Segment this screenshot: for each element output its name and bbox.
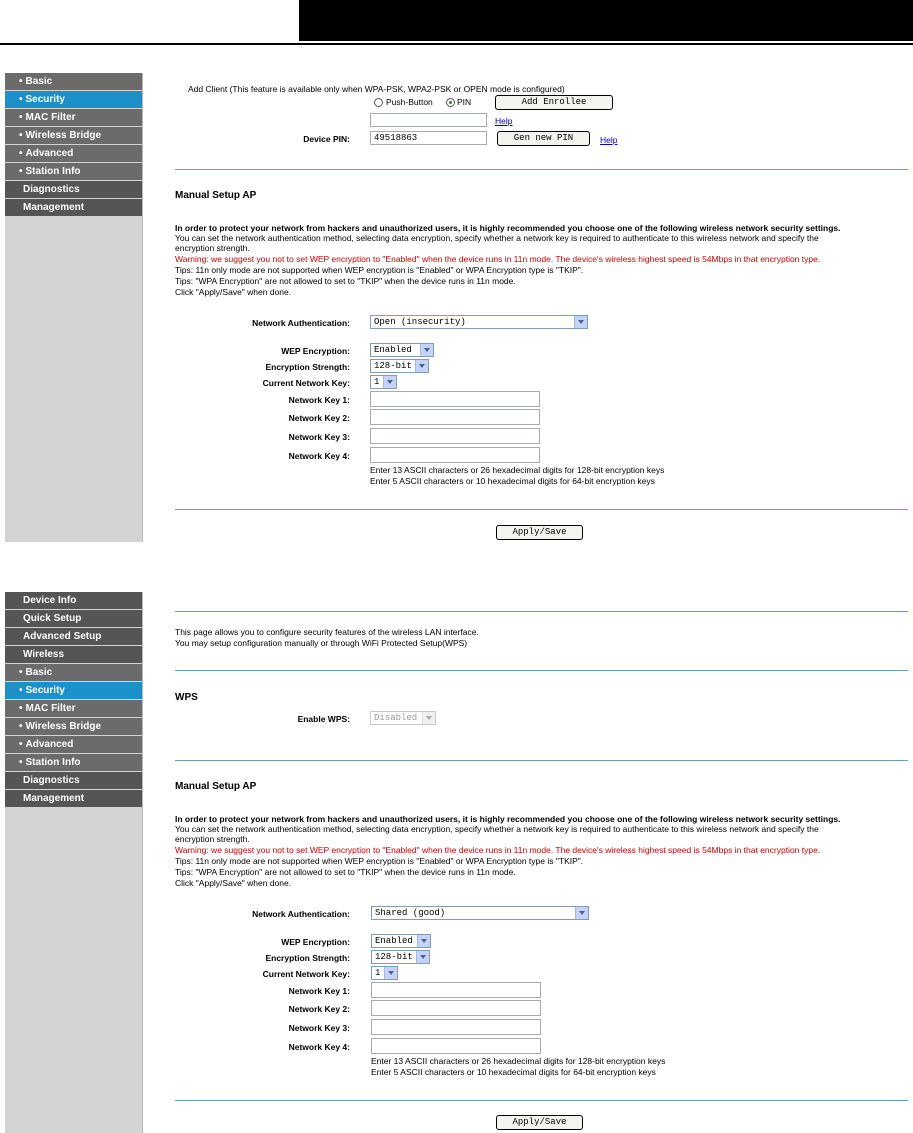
warning-text: Warning: we suggest you not to set WEP encryption to "Enabled" when the device runs in 11n mode. The device's wireless highest speed is 54Mbps in that encryption type. — [175, 845, 821, 855]
help-link-2[interactable]: Help — [600, 135, 618, 145]
current-key-select[interactable] — [370, 375, 397, 389]
page-description-1: This page allows you to configure security features of the wireless LAN interface. — [175, 627, 479, 637]
sidebar-item-basic[interactable]: • Basic — [5, 73, 142, 90]
sidebar-item-station-info[interactable]: • Station Info — [5, 163, 142, 180]
chevron-down-icon — [417, 935, 430, 947]
intro-text: In order to protect your network from hackers and unauthorized users, it is highly recommended you choose one of the following wireless network security settings. — [175, 223, 841, 233]
network-key-1-label: Network Key 1: — [288, 986, 350, 996]
network-auth-value: Shared (good) — [375, 908, 446, 918]
current-key-value: 1 — [375, 968, 381, 978]
wep-encryption-label: WEP Encryption: — [281, 346, 350, 356]
tip-text-1: Tips: 11n only mode are not supported when WEP encryption is "Enabled" or WPA Encryption type is "TKIP". — [175, 265, 584, 275]
network-key-2-input[interactable] — [370, 409, 540, 425]
sidebar-item-wireless[interactable]: Wireless — [5, 646, 142, 663]
wep-encryption-label: WEP Encryption: — [281, 937, 350, 947]
intro-text-2: You can set the network authentication method, selecting data encryption, specify whether a network key is required to authenticate to this wireless network and specify the — [175, 824, 819, 834]
intro-text-3: encryption strength. — [175, 834, 250, 844]
device-pin-field: 49518863 — [370, 131, 487, 145]
intro-text-2: You can set the network authentication method, selecting data encryption, specify whether a network key is required to authenticate to this wireless network and specify the — [175, 233, 819, 243]
sidebar-item-management[interactable]: Management — [5, 790, 142, 807]
pin-label: PIN — [457, 97, 472, 107]
network-key-2-input[interactable] — [371, 1000, 541, 1016]
encryption-strength-value: 128-bit — [374, 361, 412, 371]
encryption-strength-select[interactable] — [370, 359, 429, 373]
current-key-value: 1 — [374, 377, 380, 387]
network-key-3-input[interactable] — [370, 428, 540, 444]
push-button-label: Push-Button — [386, 97, 433, 107]
network-key-4-input[interactable] — [371, 1038, 541, 1054]
chevron-down-icon — [575, 907, 588, 919]
network-key-1-input[interactable] — [371, 982, 541, 998]
sidebar-item-station-info[interactable]: • Station Info — [5, 754, 142, 771]
sidebar-item-basic[interactable]: • Basic — [5, 664, 142, 681]
page-description-2: You may setup configuration manually or through WiFi Protected Setup(WPS) — [175, 638, 468, 648]
current-key-select[interactable] — [371, 966, 398, 980]
sidebar-item-management[interactable]: Management — [5, 199, 142, 216]
sidebar-item-advanced-setup[interactable]: Advanced Setup — [5, 628, 142, 645]
current-key-label: Current Network Key: — [262, 378, 350, 388]
sidebar-item-security[interactable]: • Security — [5, 682, 142, 699]
add-client-text: Add Client (This feature is available only when WPA-PSK, WPA2-PSK or OPEN mode is configured) — [188, 84, 565, 94]
sidebar-item-device-info[interactable]: Device Info — [5, 592, 142, 609]
intro-text-3: encryption strength. — [175, 243, 250, 253]
divider — [175, 509, 908, 510]
enrollee-pin-input[interactable] — [370, 113, 487, 127]
key-hint-64: Enter 5 ASCII characters or 10 hexadecimal digits for 64-bit encryption keys — [371, 1067, 656, 1077]
tip-text-1: Tips: 11n only mode are not supported when WEP encryption is "Enabled" or WPA Encryption type is "TKIP". — [175, 856, 584, 866]
tip-text-2: Tips: "WPA Encryption" are not allowed to set to "TKIP" when the device runs in 11n mode. — [175, 276, 516, 286]
wep-encryption-value: Enabled — [375, 936, 413, 946]
manual-setup-title: Manual Setup AP — [175, 781, 257, 792]
intro-text: In order to protect your network from hackers and unauthorized users, it is highly recommended you choose one of the following wireless network security settings. — [175, 814, 841, 824]
help-link[interactable]: Help — [495, 116, 513, 126]
divider — [175, 760, 908, 761]
enable-wps-select[interactable] — [370, 711, 436, 725]
pin-radio[interactable] — [446, 98, 455, 107]
key-hint-128: Enter 13 ASCII characters or 26 hexadecimal digits for 128-bit encryption keys — [370, 465, 665, 475]
chevron-down-icon — [415, 360, 428, 372]
encryption-strength-value: 128-bit — [375, 952, 413, 962]
device-pin-label: Device PIN: — [303, 134, 350, 144]
enable-wps-label: Enable WPS: — [297, 714, 350, 724]
network-auth-select[interactable] — [370, 315, 588, 329]
divider — [175, 1100, 908, 1101]
network-key-2-label: Network Key 2: — [288, 1004, 350, 1014]
network-key-3-label: Network Key 3: — [288, 432, 350, 442]
sidebar-item-mac-filter[interactable]: • MAC Filter — [5, 700, 142, 717]
header-bar — [299, 0, 913, 41]
sidebar-panel1 — [5, 73, 143, 542]
warning-text: Warning: we suggest you not to set WEP encryption to "Enabled" when the device runs in 11n mode. The device's wireless highest speed is 54Mbps in that encryption type. — [175, 254, 821, 264]
wep-encryption-select[interactable] — [370, 343, 434, 357]
network-key-3-label: Network Key 3: — [288, 1023, 350, 1033]
encryption-strength-label: Encryption Strength: — [265, 953, 350, 963]
chevron-down-icon — [420, 344, 433, 356]
click-apply-text: Click "Apply/Save" when done. — [175, 287, 292, 297]
chevron-down-icon — [422, 712, 435, 724]
network-key-2-label: Network Key 2: — [288, 413, 350, 423]
chevron-down-icon — [383, 376, 396, 388]
chevron-down-icon — [384, 967, 397, 979]
network-key-3-input[interactable] — [371, 1019, 541, 1035]
network-auth-label: Network Authentication: — [252, 909, 350, 919]
key-hint-128: Enter 13 ASCII characters or 26 hexadecimal digits for 128-bit encryption keys — [371, 1056, 666, 1066]
sidebar-item-mac-filter[interactable]: • MAC Filter — [5, 109, 142, 126]
apply-save-button[interactable]: Apply/Save — [496, 525, 583, 540]
wep-encryption-select[interactable] — [371, 934, 431, 948]
gen-new-pin-button[interactable]: Gen new PIN — [497, 131, 590, 146]
network-auth-label: Network Authentication: — [252, 318, 350, 328]
sidebar-item-wireless-bridge[interactable]: • Wireless Bridge — [5, 718, 142, 735]
sidebar-item-security[interactable]: • Security — [5, 91, 142, 108]
current-key-label: Current Network Key: — [262, 969, 350, 979]
key-hint-64: Enter 5 ASCII characters or 10 hexadecimal digits for 64-bit encryption keys — [370, 476, 655, 486]
sidebar-item-advanced[interactable]: • Advanced — [5, 736, 142, 753]
network-key-4-label: Network Key 4: — [288, 1042, 350, 1052]
network-auth-select[interactable] — [371, 906, 589, 920]
sidebar-item-diagnostics[interactable]: Diagnostics — [5, 181, 142, 198]
enable-wps-value: Disabled — [374, 713, 418, 723]
encryption-strength-label: Encryption Strength: — [265, 362, 350, 372]
network-auth-value: Open (insecurity) — [374, 317, 466, 327]
sidebar-item-diagnostics[interactable]: Diagnostics — [5, 772, 142, 789]
sidebar-panel2 — [5, 592, 143, 1133]
chevron-down-icon — [416, 951, 429, 963]
wep-encryption-value: Enabled — [374, 345, 412, 355]
network-key-4-label: Network Key 4: — [288, 451, 350, 461]
sidebar-item-wireless-bridge[interactable]: • Wireless Bridge — [5, 127, 142, 144]
divider — [175, 169, 908, 170]
add-enrollee-button[interactable]: Add Enrollee — [495, 95, 613, 110]
click-apply-text: Click "Apply/Save" when done. — [175, 878, 292, 888]
tip-text-2: Tips: "WPA Encryption" are not allowed to set to "TKIP" when the device runs in 11n mode. — [175, 867, 516, 877]
network-key-4-input[interactable] — [370, 447, 540, 463]
network-key-1-input[interactable] — [370, 391, 540, 407]
sidebar-item-advanced[interactable]: • Advanced — [5, 145, 142, 162]
encryption-strength-select[interactable] — [371, 950, 430, 964]
header-rule — [0, 43, 913, 45]
network-key-1-label: Network Key 1: — [288, 395, 350, 405]
sidebar-item-quick-setup[interactable]: Quick Setup — [5, 610, 142, 627]
wps-title: WPS — [175, 692, 198, 703]
chevron-down-icon — [574, 316, 587, 328]
apply-save-button[interactable]: Apply/Save — [496, 1115, 583, 1130]
divider — [175, 670, 908, 671]
divider — [175, 611, 908, 612]
manual-setup-title: Manual Setup AP — [175, 190, 257, 201]
push-button-radio[interactable] — [374, 98, 383, 107]
